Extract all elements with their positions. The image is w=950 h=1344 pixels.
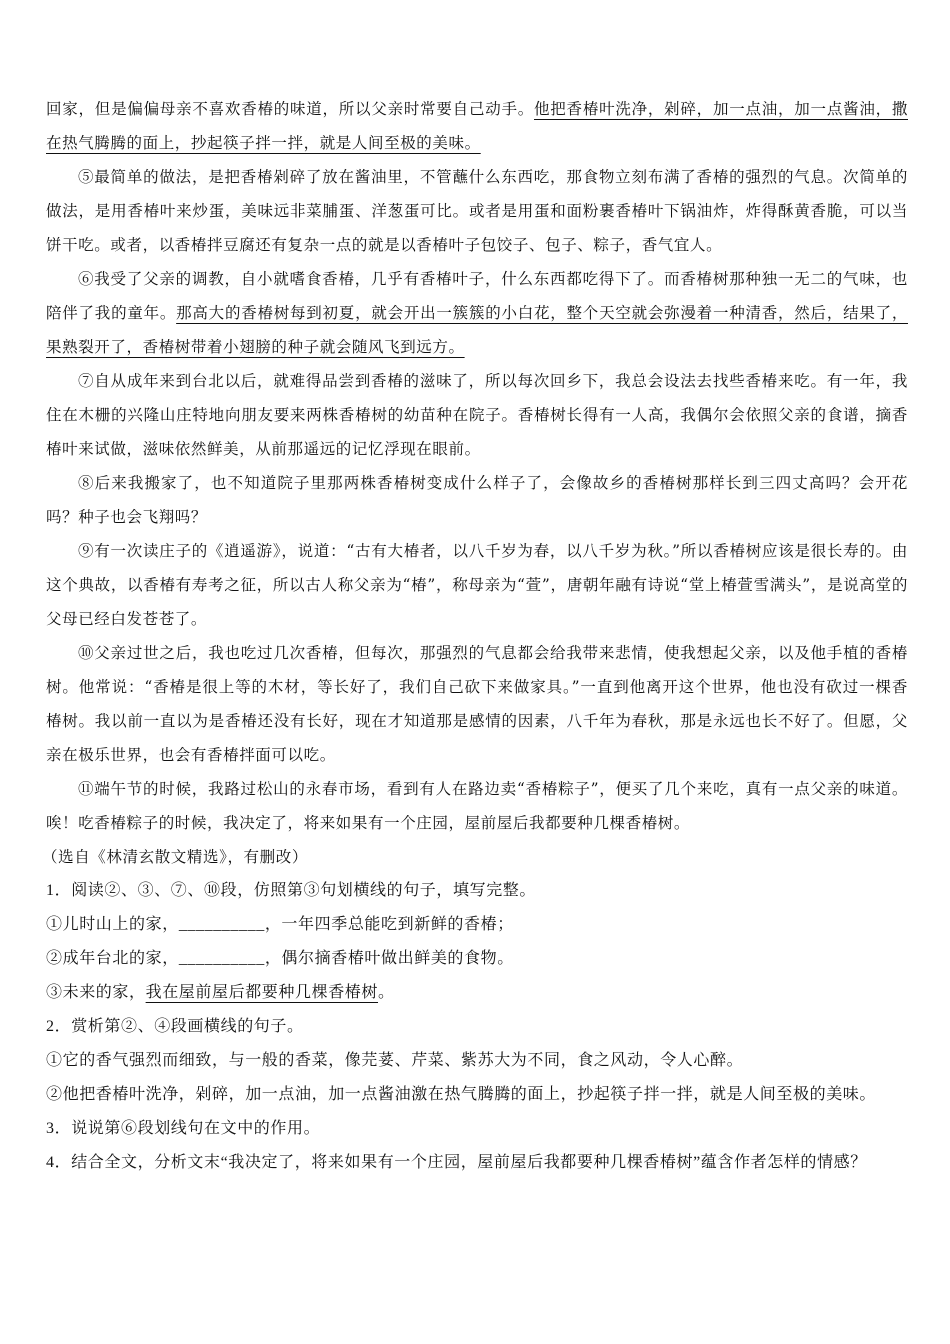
- item-suffix: 。: [378, 984, 395, 1001]
- answer-blank[interactable]: __________: [178, 916, 265, 933]
- paragraph-6: [46, 262, 908, 364]
- item-prefix: ②成年台北的家，: [46, 950, 179, 967]
- item-prefix: ③未来的家，: [46, 984, 146, 1001]
- underlined-sentence: 那高大的香椿树每到初夏，就会开出一簇簇的小白花，整个天空就会弥漫着一种清香，然后，结果了，果熟裂开了，香椿树带着小翅膀的种子就会随风飞到远方。: [46, 304, 908, 356]
- paragraph-text: 回家，但是偏偏母亲不喜欢香椿的味道，所以父亲时常要自己动手。: [46, 100, 535, 118]
- item-prefix: ①儿时山上的家，: [46, 916, 179, 933]
- item-suffix: ，偶尔摘香椿叶做出鲜美的食物。: [264, 950, 514, 967]
- answer-blank[interactable]: __________: [178, 950, 265, 967]
- paragraph-7: ⑦自从成年来到台北以后，就难得品尝到香椿的滋味了，所以每次回乡下，我总会设法去找些香椿来吃。有一年，我住在木栅的兴隆山庄特地向朋友要来两株香椿树的幼苗种在院子。香椿树长得有一人高，我偶尔会依照父亲的食谱，摘香椿叶来试做，滋味依然鲜美，从前那遥远的记忆浮现在眼前。: [46, 372, 908, 458]
- source-citation: （选自《林清玄散文精选》，有删改）: [42, 848, 308, 866]
- question-2-item-2: ②他把香椿叶洗净，剁碎，加一点油，加一点酱油激在热气腾腾的面上，抄起筷子拌一拌，就是人间至极的美味。: [46, 1086, 877, 1103]
- question-2-stem: 2．赏析第②、④段画横线的句子。: [46, 1018, 304, 1035]
- paragraph-5: ⑤最简单的做法，是把香椿剁碎了放在酱油里，不管蘸什么东西吃，那食物立刻布满了香椿的强烈的气息。次简单的做法，是用香椿叶来炒蛋，美味远非菜脯蛋、洋葱蛋可比。或者是用蛋和面粉裹香椿叶下锅油炸，炸得酥黄香脆，可以当饼干吃。或者，以香椿拌豆腐还有复杂一点的就是以香椿叶子包饺子、包子、粽子，香气宜人。: [46, 168, 908, 254]
- question-1-stem: 1．阅读②、③、⑦、⑩段，仿照第③句划横线的句子，填写完整。: [46, 882, 537, 899]
- question-1-item-1: [46, 908, 908, 942]
- paragraph-11: ⑪端午节的时候，我路过松山的永春市场，看到有人在路边卖“香椿粽子”，便买了几个来吃，真有一点父亲的味道。唉！吃香椿粽子的时候，我决定了，将来如果有一个庄园，屋前屋后我都要种几棵香椿树。: [46, 780, 908, 832]
- paragraph-9: ⑨有一次读庄子的《逍遥游》，说道：“古有大椿者，以八千岁为春，以八千岁为秋。”所以香椿树应该是很长寿的。由这个典故，以香椿有寿考之征，所以古人称父亲为“椿”，称母亲为“萱”，唐朝年融有诗说“堂上椿萱雪满头”，是说高堂的父母已经白发苍苍了。: [46, 542, 908, 628]
- paragraph-10: ⑩父亲过世之后，我也吃过几次香椿，但每次，那强烈的气息都会给我带来悲情，使我想起父亲，以及他手植的香椿树。他常说：“香椿是很上等的木材，等长好了，我们自己砍下来做家具。”一直到他离开这个世界，他也没有砍过一棵香椿树。我以前一直以为是香椿还没有长好，现在才知道那是感情的因素，八千年为春秋，那是永远也长不好了。但愿，父亲在极乐世界，也会有香椿拌面可以吃。: [46, 644, 908, 764]
- item-suffix: ，一年四季总能吃到新鲜的香椿；: [264, 916, 514, 933]
- paragraph-text: ⑥我受了父亲的调教，自小就嗜食香椿，几乎有香椿叶子，什么东西都吃得下了。而香椿树那种独一无二的气味，也陪伴了我的童年。: [46, 270, 908, 322]
- question-3-stem: 3．说说第⑥段划线句在文中的作用。: [46, 1120, 321, 1137]
- paragraph-4-continuation: [46, 92, 908, 160]
- underlined-sentence: 我在屋前屋后都要种几棵香椿树: [145, 984, 379, 1001]
- question-2-item-1: ①它的香气强烈而细致，与一般的香菜，像芫荽、芹菜、紫苏大为不同，食之风动，令人心醉。: [46, 1052, 744, 1069]
- paragraph-8: ⑧后来我搬家了，也不知道院子里那两株香椿树变成什么样子了，会像故乡的香椿树那样长到三四丈高吗？会开花吗？种子也会飞翔吗？: [46, 474, 908, 526]
- question-1-item-3: [46, 976, 908, 1010]
- question-1-item-2: [46, 942, 908, 976]
- underlined-sentence: 他把香椿叶洗净，剁碎，加一点油，加一点酱油，撒在热气腾腾的面上，抄起筷子拌一拌，就是人间至极的美味。: [46, 100, 908, 152]
- question-4-stem: 4．结合全文，分析文末“我决定了，将来如果有一个庄园，屋前屋后我都要种几棵香椿树”蕴含作者怎样的情感？: [46, 1154, 867, 1171]
